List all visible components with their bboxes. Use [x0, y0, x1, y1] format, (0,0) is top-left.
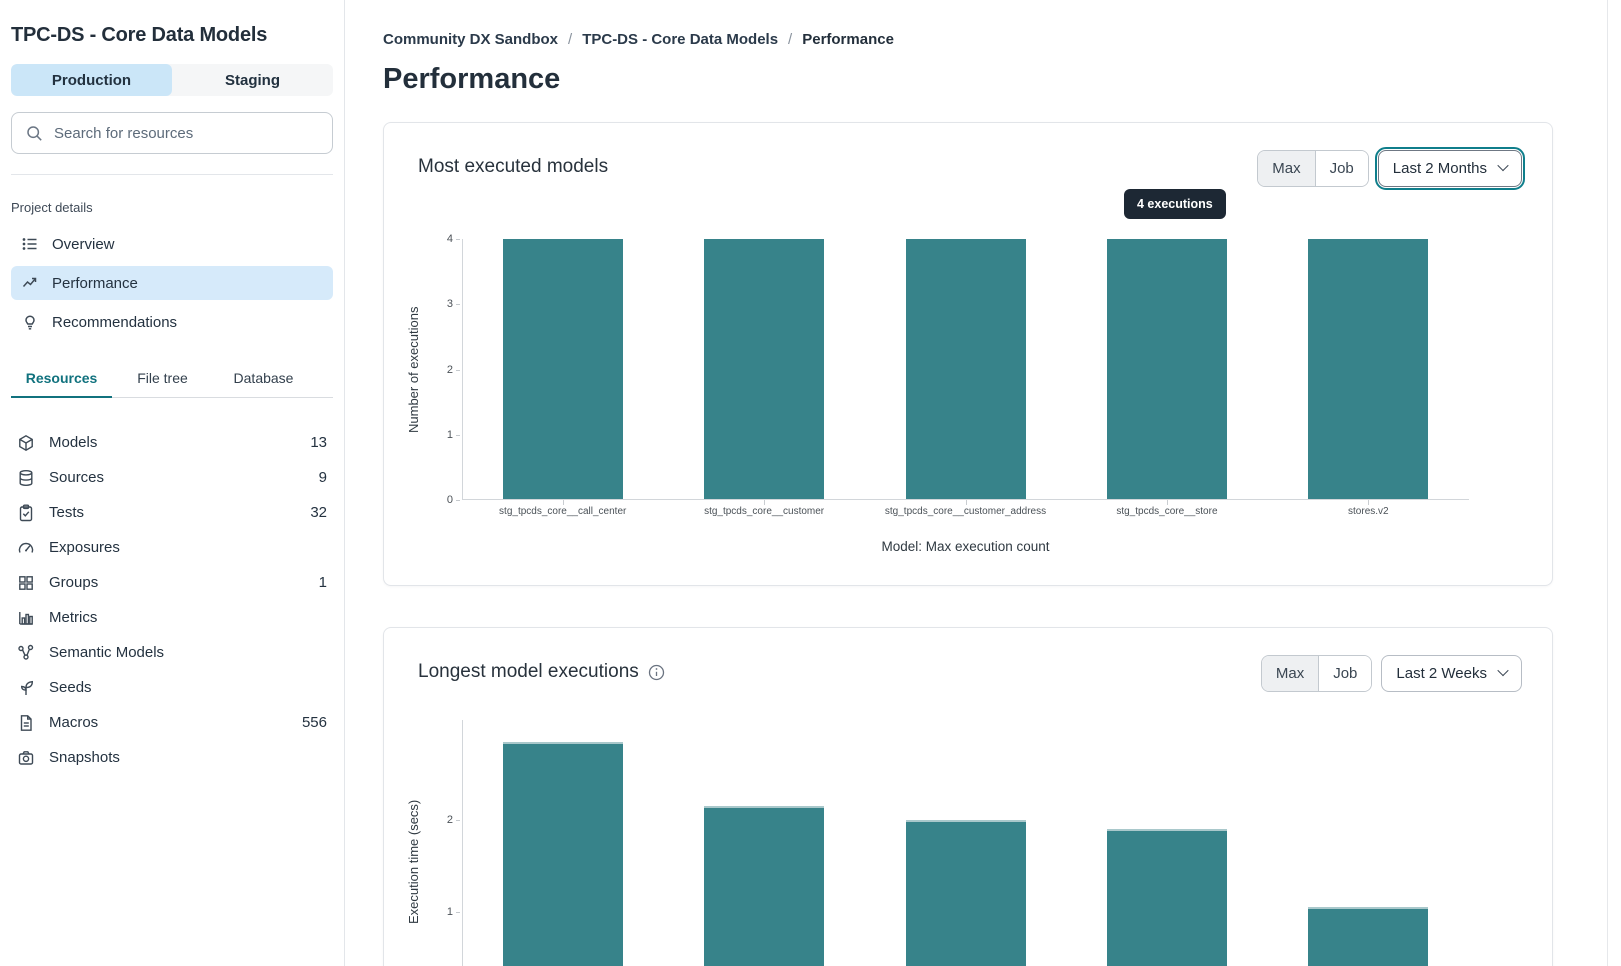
max-job-toggle [1261, 655, 1373, 692]
sidebar-divider [11, 174, 333, 175]
job-button[interactable]: Job [1315, 151, 1368, 186]
sidebar-item-recommendations[interactable] [11, 305, 333, 339]
date-range-value: Last 2 Months [1392, 160, 1487, 177]
most-executed-models-chart [406, 233, 1469, 506]
camera-icon [17, 749, 35, 767]
max-button[interactable]: Max [1262, 656, 1318, 691]
bar-stg_tpcds_core__customer_address[interactable] [906, 239, 1026, 500]
resource-count: 13 [310, 434, 327, 451]
env-tab-production[interactable]: Production [11, 64, 172, 96]
resource-label: Tests [49, 504, 85, 521]
max-job-toggle [1257, 150, 1369, 187]
chart-tooltip: 4 executions [1124, 189, 1226, 219]
line-chart-icon [21, 274, 39, 292]
x-tick-label: stg_tpcds_core__call_center [499, 506, 627, 517]
y-axis-label: Number of executions [406, 306, 421, 433]
project-nav [11, 227, 333, 339]
sidebar-item-label: Overview [52, 235, 115, 253]
y-tick-label: 4 [446, 233, 453, 245]
resource-label: Macros [49, 714, 99, 731]
file-text-icon [17, 714, 35, 732]
date-range-dropdown[interactable] [1378, 150, 1522, 187]
project-details-label: Project details [11, 200, 93, 215]
resource-row-semantic-models[interactable] [11, 635, 333, 670]
bar-stores.v2[interactable] [1308, 239, 1428, 500]
grid-icon [17, 574, 35, 592]
x-tick-label: stores.v2 [1348, 506, 1389, 517]
resource-count: 1 [318, 574, 327, 591]
y-tick-label: 3 [446, 298, 453, 311]
sidebar-item-label: Recommendations [52, 313, 178, 331]
resource-count: 32 [310, 504, 327, 521]
bar-slot [1066, 720, 1267, 966]
job-button[interactable]: Job [1318, 656, 1371, 691]
most-executed-models-card [383, 122, 1553, 586]
bar-chart-icon [17, 609, 35, 627]
bar-1[interactable] [704, 806, 824, 966]
resource-label: Sources [49, 469, 105, 486]
y-axis-label: Execution time (secs) [406, 799, 421, 925]
y-tick-label: 0 [446, 494, 453, 506]
y-tick-label: 1 [446, 906, 453, 918]
resource-row-metrics[interactable] [11, 600, 333, 635]
resource-row-exposures[interactable] [11, 530, 333, 565]
project-title: TPC-DS - Core Data Models [11, 24, 268, 46]
x-tick-label: stg_tpcds_core__store [1116, 506, 1218, 517]
env-tab-staging[interactable]: Staging [225, 71, 280, 89]
x-tick-label: stg_tpcds_core__customer_address [884, 506, 1047, 517]
x-axis-labels [462, 506, 1469, 517]
clipboard-check-icon [17, 504, 35, 522]
bar-3[interactable] [1107, 829, 1227, 966]
page-title: Performance [383, 63, 561, 95]
resource-count: 9 [318, 469, 327, 486]
info-icon[interactable] [648, 664, 665, 681]
seedling-icon [17, 679, 35, 697]
environment-toggle [11, 64, 333, 96]
resource-label: Groups [49, 574, 99, 591]
network-icon [17, 644, 35, 662]
resource-row-tests[interactable] [11, 495, 333, 530]
resource-row-sources[interactable] [11, 460, 333, 495]
bar-slot [1268, 239, 1469, 500]
bar-slot [663, 239, 864, 500]
breadcrumb-current: Performance [802, 31, 894, 48]
tab-file-tree[interactable]: File tree [137, 370, 188, 386]
search-icon [26, 125, 43, 142]
breadcrumb-separator: / [568, 31, 573, 48]
breadcrumb-separator: / [788, 31, 793, 48]
sidebar-item-label: Performance [52, 274, 138, 292]
resource-search[interactable] [11, 112, 333, 154]
y-tick-label: 2 [446, 363, 453, 376]
bars [462, 720, 1469, 966]
longest-model-executions-chart [406, 720, 1469, 966]
sidebar-item-overview[interactable] [11, 227, 333, 261]
gauge-icon [17, 539, 35, 557]
bar-stg_tpcds_core__call_center[interactable] [503, 239, 623, 500]
bar-0[interactable] [503, 742, 623, 966]
resource-tabs [11, 370, 333, 398]
resource-count: 556 [301, 714, 327, 731]
resource-row-seeds[interactable] [11, 670, 333, 705]
resource-label: Exposures [49, 539, 120, 556]
search-input[interactable] [54, 125, 318, 142]
tab-resources[interactable]: Resources [11, 370, 112, 397]
y-tick-label: 1 [446, 428, 453, 441]
date-range-dropdown[interactable] [1381, 655, 1522, 692]
x-axis-title: Model: Max execution count [881, 539, 1050, 554]
longest-model-executions-card [383, 627, 1553, 966]
scrollbar-track[interactable] [1607, 0, 1608, 966]
breadcrumb [383, 31, 1621, 48]
resource-row-models[interactable] [11, 425, 333, 460]
main-content [345, 0, 1621, 966]
chevron-down-icon [1497, 160, 1508, 171]
bar-2[interactable] [906, 820, 1026, 966]
resource-label: Metrics [49, 609, 98, 626]
resource-label: Models [49, 434, 98, 451]
resource-label: Semantic Models [49, 644, 165, 661]
breadcrumb-link-project[interactable]: TPC-DS - Core Data Models [582, 31, 779, 48]
list-icon [21, 235, 39, 253]
x-tick-label: stg_tpcds_core__customer [704, 506, 825, 517]
chevron-down-icon [1497, 665, 1508, 676]
resource-list [11, 425, 333, 775]
breadcrumb-link-account[interactable]: Community DX Sandbox [383, 31, 559, 48]
database-icon [17, 469, 35, 487]
bar-slot [865, 720, 1066, 966]
resource-label: Snapshots [49, 749, 120, 766]
resource-label: Seeds [49, 679, 92, 696]
card-title: Most executed models [418, 156, 609, 177]
bar-slot [462, 239, 663, 500]
bar-slot [1066, 239, 1267, 500]
resource-row-snapshots[interactable] [11, 740, 333, 775]
date-range-value: Last 2 Weeks [1396, 665, 1487, 682]
bar-slot [865, 239, 1066, 500]
cube-icon [17, 434, 35, 452]
max-button[interactable]: Max [1258, 151, 1314, 186]
y-tick-label: 2 [446, 814, 453, 826]
tab-database[interactable]: Database [233, 370, 294, 386]
card-title: Longest model executions [418, 661, 639, 682]
bars [462, 239, 1469, 500]
bar-slot [1268, 720, 1469, 966]
sidebar [0, 0, 345, 966]
bar-slot [663, 720, 864, 966]
sidebar-item-performance[interactable] [11, 266, 333, 300]
bar-stg_tpcds_core__store[interactable] [1107, 239, 1227, 500]
resource-row-macros[interactable] [11, 705, 333, 740]
bar-slot [462, 720, 663, 966]
bar-stg_tpcds_core__customer[interactable] [704, 239, 824, 500]
resource-row-groups[interactable] [11, 565, 333, 600]
bar-4[interactable] [1308, 907, 1428, 966]
lightbulb-icon [21, 313, 39, 331]
